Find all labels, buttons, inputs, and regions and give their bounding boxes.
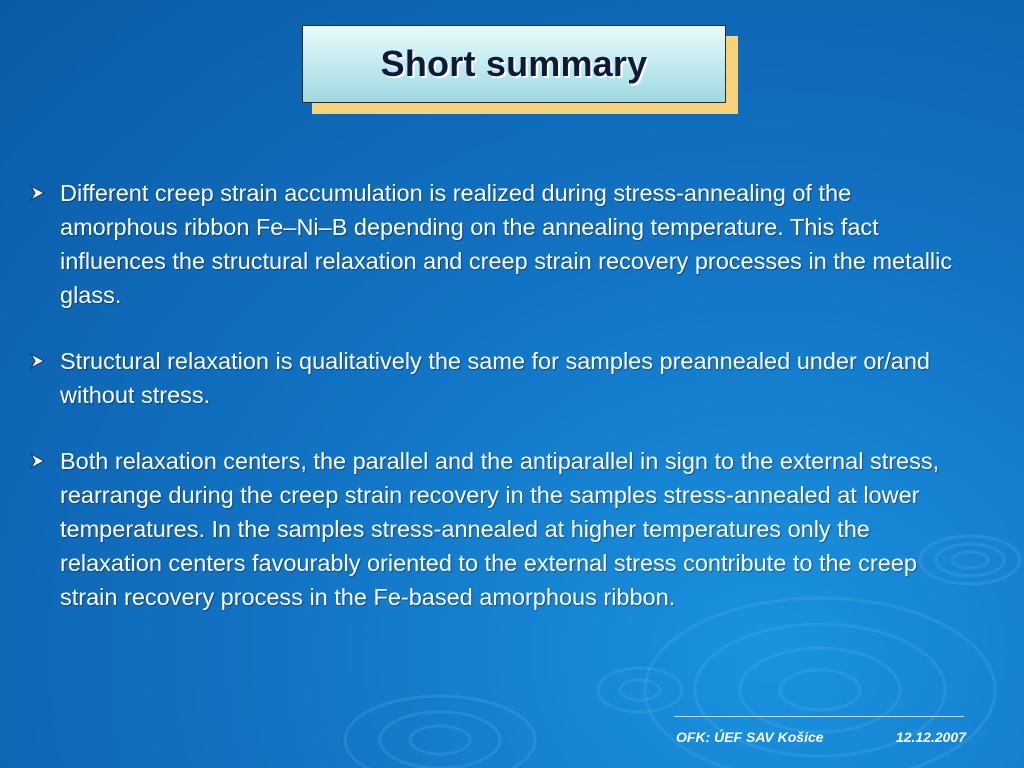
footer-divider	[674, 716, 964, 717]
bullet-text: Structural relaxation is qualitatively the same for samples preannealed under or/and without stress.	[60, 348, 930, 408]
bullet-text: Both relaxation centers, the parallel and the antiparallel in sign to the external stress, rearrange during the creep strain recovery in the samples stress-annealed at lower temperatures. In the samples stress-annealed at higher temperatures only the relaxation centers favourably oriented to the external stress contribute to the creep strain recovery process in the Fe-based amorphous ribbon.	[60, 448, 940, 610]
title-box	[302, 25, 726, 103]
footer-institution: OFK: ÚEF SAV Košice	[676, 729, 824, 745]
slide-title: Short summary	[380, 43, 648, 84]
bullet-list	[28, 176, 968, 646]
arrow-bullet-icon	[28, 184, 46, 202]
footer-date: 12.12.2007	[895, 729, 966, 745]
bullet-item	[28, 444, 968, 614]
arrow-bullet-icon	[28, 352, 46, 370]
bullet-item	[28, 176, 968, 312]
bullet-text: Different creep strain accumulation is realized during stress-annealing of the amorphous ribbon Fe–Ni–B depending on the annealing temperature. This fact influences the structural relaxation and creep strain recovery processes in the metallic glass.	[60, 180, 953, 308]
footer	[676, 729, 966, 745]
bullet-item	[28, 344, 968, 412]
arrow-bullet-icon	[28, 452, 46, 470]
